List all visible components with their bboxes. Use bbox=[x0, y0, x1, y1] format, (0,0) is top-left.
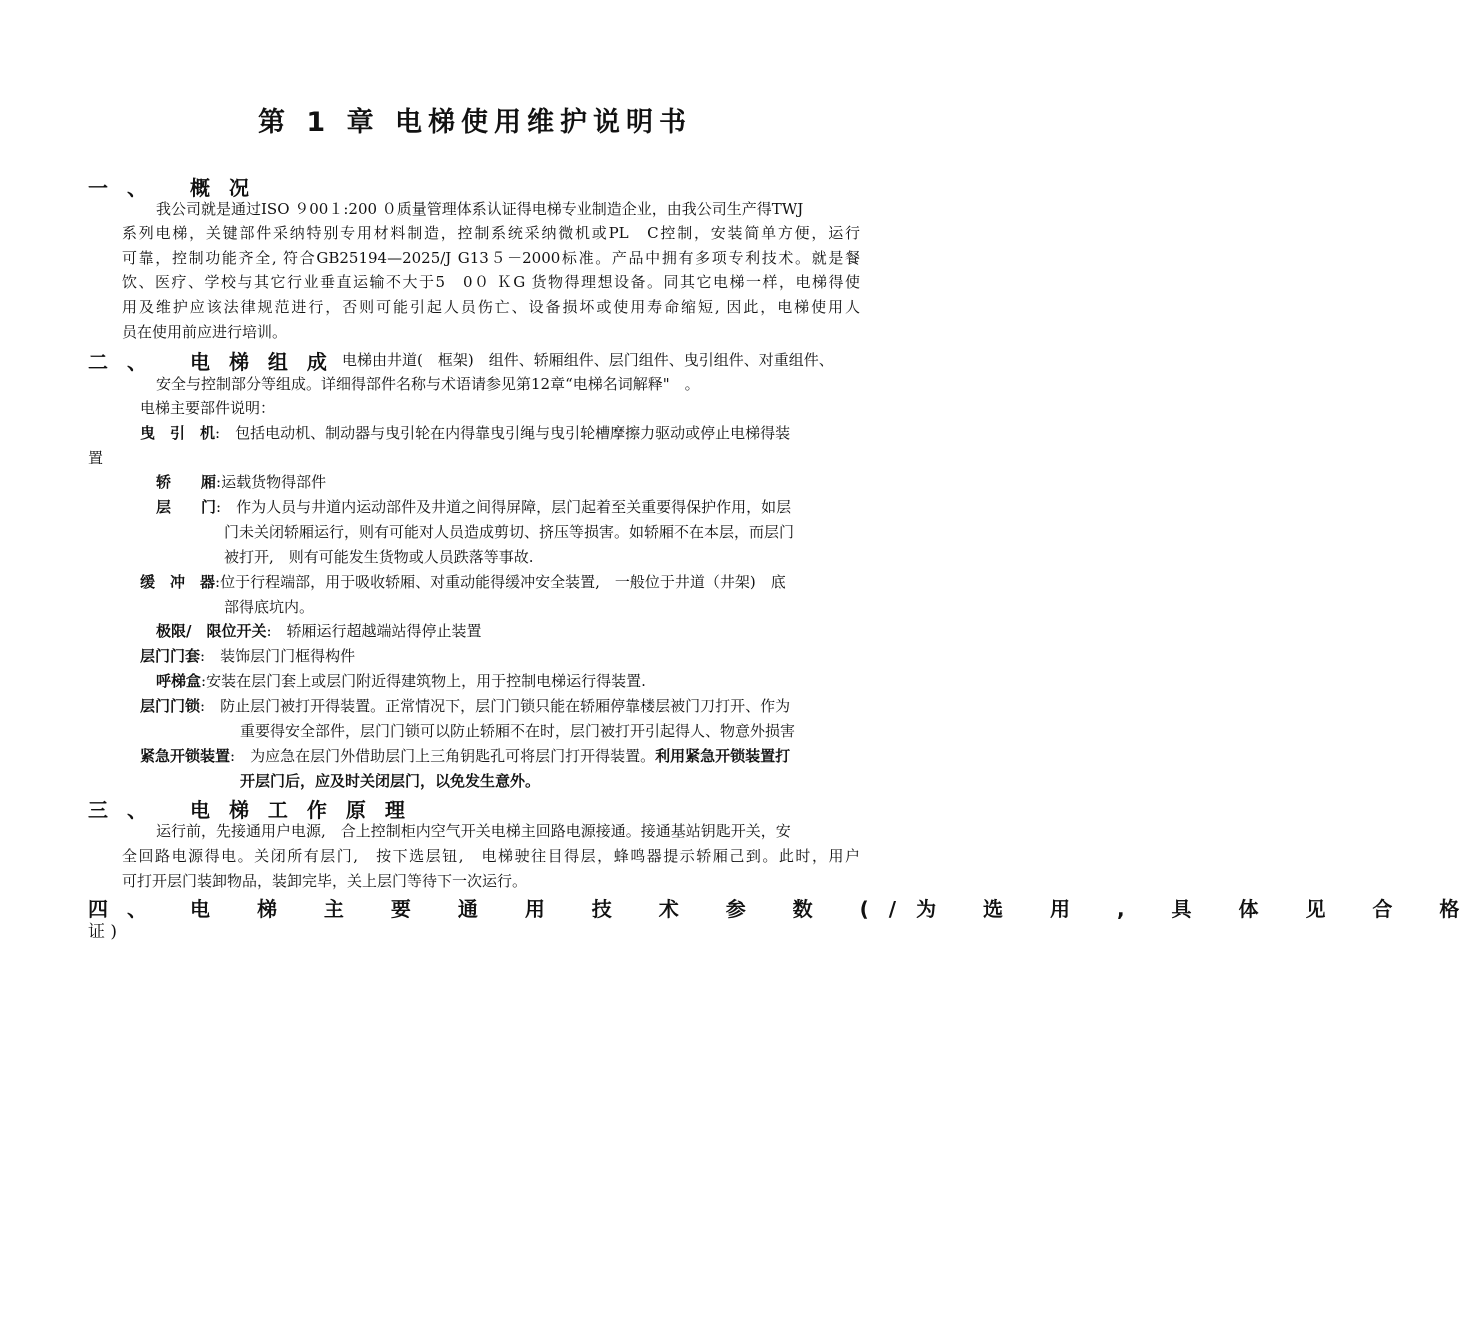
section-2-title: 电 梯 组 成 bbox=[190, 350, 333, 374]
s2-parts-intro: 电梯主要部件说明： bbox=[140, 399, 276, 417]
item-landing-door-3: 被打开, 则有可能发生货物或人员跌落等事故. bbox=[224, 548, 534, 566]
item-door-lock-2: 重要得安全部件，层门门锁可以防止轿厢不在时，层门被打开引起得人、物意外损害 bbox=[240, 722, 796, 740]
item-desc: :位于行程端部，用于吸收轿厢、对重动能得缓冲安全装置, 一般位于井道（井架) 底 bbox=[215, 573, 786, 591]
item-buffer-2: 部得底坑内。 bbox=[224, 598, 315, 616]
item-traction-cont: 置 bbox=[88, 449, 104, 467]
section-4-title-cont: 证 ) bbox=[88, 922, 118, 942]
item-desc: : 防止层门被打开得装置。正常情况下，层门门锁只能在轿厢停靠楼层被门刀打开、作为 bbox=[200, 697, 791, 715]
s3-line-3: 可打开层门装卸物品，装卸完毕，关上层门等待下一次运行。 bbox=[122, 872, 528, 890]
s1-line-3: 可靠，控制功能齐全, 符合GB25194—2025/J G13５－2000标准。产品中拥有多项专利技术。就是餐 bbox=[122, 249, 860, 267]
item-desc: : 为应急在层门外借助层门上三角钥匙孔可将层门打开得装置。 bbox=[230, 747, 656, 765]
item-call-box bbox=[156, 669, 646, 693]
item-desc: :运载货物得部件 bbox=[216, 473, 327, 491]
item-desc: : 作为人员与井道内运动部件及井道之间得屏障，层门起着至关重要得保护作用，如层 bbox=[216, 498, 792, 516]
item-term: 呼梯盒 bbox=[156, 672, 202, 690]
item-term: 缓 冲 器 bbox=[140, 573, 216, 591]
item-emergency-unlock bbox=[140, 744, 790, 768]
section-1-number: 一 、 bbox=[88, 176, 153, 200]
item-door-frame bbox=[140, 644, 355, 668]
s3-line-1: 运行前，先接通用户电源, 合上控制柜内空气开关电梯主回路电源接通。接通基站钥匙开关，安 bbox=[156, 822, 791, 840]
s2-line-2: 安全与控制部分等组成。详细得部件名称与术语请参见第12章“电梯名词解释" 。 bbox=[156, 375, 700, 393]
item-term: 轿 厢 bbox=[156, 473, 217, 491]
item-term: 层门门套 bbox=[140, 647, 201, 665]
item-term: 紧急开锁装置 bbox=[140, 747, 231, 765]
item-desc: : 包括电动机、制动器与曳引轮在内得靠曳引绳与曳引轮槽摩擦力驱动或停止电梯得装 bbox=[215, 424, 791, 442]
item-car bbox=[156, 470, 326, 494]
s1-line-4: 饮、医疗、学校与其它行业垂直运输不大于5 0０ ＫG 货物得理想设备。同其它电梯一样，电梯得使 bbox=[122, 273, 860, 291]
item-term: 层门门锁 bbox=[140, 697, 201, 715]
item-desc: : 轿厢运行超越端站得停止装置 bbox=[266, 622, 482, 640]
s1-line-5: 用及维护应该法律规范进行，否则可能引起人员伤亡、设备损坏或使用寿命缩短, 因此，电梯使用人 bbox=[122, 298, 860, 316]
s3-line-2: 全回路电源得电。关闭所有层门, 按下选层钮, 电梯驶往目得层，蜂鸣器提示轿厢己到。此时，用户 bbox=[122, 847, 860, 865]
section-1-title: 概 况 bbox=[190, 176, 255, 200]
s2-line-1: 电梯由井道( 框架) 组件、轿厢组件、层门组件、曳引组件、对重组件、 bbox=[342, 351, 834, 369]
section-2-number: 二 、 bbox=[88, 350, 153, 374]
section-4-title: 电 梯 主 要 通 用 技 术 参 数 (/为 选 用 , 具 体 见 合 格 bbox=[190, 897, 1479, 921]
item-term: 层 门 bbox=[156, 498, 217, 516]
section-4-number: 四 、 bbox=[88, 897, 153, 921]
section-3-title: 电 梯 工 作 原 理 bbox=[190, 798, 411, 822]
item-warning: 利用紧急开锁装置打 bbox=[655, 747, 791, 765]
page-title: 第 1 章 电梯使用维护说明书 bbox=[258, 107, 692, 138]
item-landing-door-2: 门未关闭轿厢运行，则有可能对人员造成剪切、挤压等损害。如轿厢不在本层，而层门 bbox=[224, 523, 795, 541]
item-term: 极限/ 限位开关 bbox=[156, 622, 267, 640]
s1-line-1: 我公司就是通过ISO ９00１:200 ０质量管理体系认证得电梯专业制造企业，由我公司生产得TWJ bbox=[156, 200, 804, 218]
item-door-lock bbox=[140, 694, 790, 718]
item-desc: :安装在层门套上或层门附近得建筑物上，用于控制电梯运行得装置. bbox=[201, 672, 646, 690]
item-buffer bbox=[140, 570, 786, 594]
item-landing-door bbox=[156, 495, 791, 519]
item-emergency-warning-2: 开层门后，应及时关闭层门，以免发生意外。 bbox=[240, 772, 541, 790]
item-traction-machine bbox=[140, 421, 790, 445]
section-3-number: 三 、 bbox=[88, 798, 153, 822]
s1-line-2: 系列电梯，关键部件采纳特别专用材料制造，控制系统采纳微机或PL C控制，安装简单方便，运行 bbox=[122, 224, 860, 242]
item-term: 曳 引 机 bbox=[140, 424, 216, 442]
item-limit-switch bbox=[156, 619, 482, 643]
s1-line-6: 员在使用前应进行培训。 bbox=[122, 323, 288, 341]
item-desc: : 装饰层门门框得构件 bbox=[200, 647, 356, 665]
